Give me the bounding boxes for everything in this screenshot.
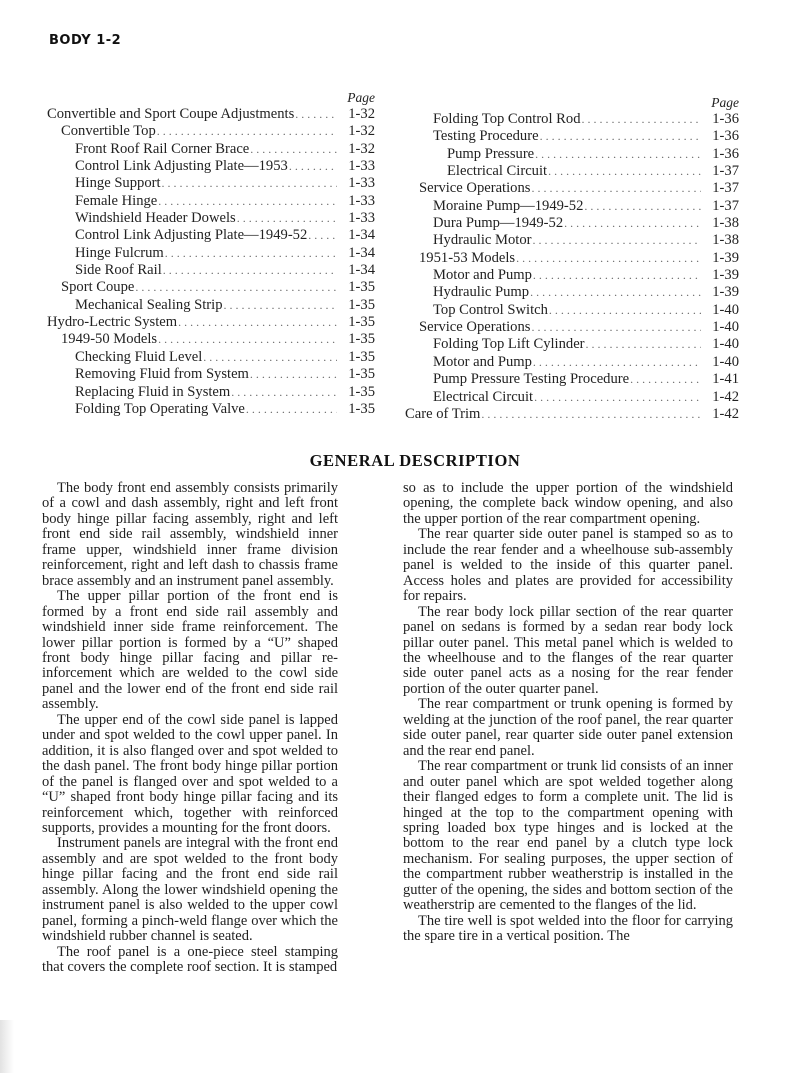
toc-entry [47,106,375,123]
toc-entry-page: 1-35 [348,400,375,417]
toc-entry [405,111,739,128]
toc-entry [47,401,375,418]
toc-entry [47,123,375,140]
toc-entry [405,354,739,371]
dot-leader [533,354,701,371]
dot-leader [481,406,701,423]
dot-leader [531,319,701,336]
toc-entry-page: 1-36 [712,111,739,127]
dot-leader [246,401,337,418]
toc-entry-title: Folding Top Lift Cylinder [433,336,585,353]
scan-edge-shadow [0,1020,14,1073]
toc-entry-page: 1-35 [348,296,375,313]
toc-entry-title: Control Link Adjusting Plate—1953 [75,158,288,175]
toc-entry-title: Front Roof Rail Corner Brace [75,140,250,157]
paragraph: The upper pillar portion of the front end is formed by a front end side rail assembly and windshield inner side frame reinforcement. The lower pillar portion is formed by a “U” shaped front body hinge pillar facing and pillar reinforcement which are welded to the cowl side panel and the lower end of the front end side rail assembly. [42,588,338,713]
dot-leader [308,227,337,244]
toc-entry-title: Motor and Pump [433,267,532,284]
toc-entry-title: Hydro-Lectric System [47,314,178,331]
toc-entry-title: Pump Pressure Testing Procedure [433,371,630,388]
toc-entry-page: 1-42 [712,388,739,405]
toc-entry [47,245,375,262]
dot-leader [250,366,337,383]
toc-entry-page: 1-39 [712,284,739,301]
toc-entry-page: 1-42 [712,405,739,422]
toc-entry-page: 1-33 [348,210,375,227]
page-header: BODY 1-2 [49,33,122,48]
toc-entry-title: Service Operations [419,180,531,197]
toc-entry [405,336,739,353]
toc-entry-title: Electrical Circuit [447,163,548,180]
paragraph: The upper end of the cowl side panel is lapped under and spot welded to the cowl upper panel. In addition, it is also flanged over and spot welded to the dash panel. The front body hinge pillar portion of the panel is flanged over and spot welded to a “U” shaped front body hinge pillar facing and its reinforcement which, together with reinforced supports, provides a mounting for the front doors. [42,711,338,836]
dot-leader [630,371,701,388]
toc-entry-title: Female Hinge [75,192,158,209]
toc-entry-page: 1-35 [348,331,375,348]
dot-leader [157,123,337,140]
toc-entry-title: Sport Coupe [61,279,135,296]
toc-entries-left [47,106,375,418]
toc-entry-title: Checking Fluid Level [75,348,203,365]
toc-entry [405,163,739,180]
dot-leader [237,210,337,227]
toc-entry-title: Hinge Fulcrum [75,244,164,261]
toc-entry-title: Electrical Circuit [433,388,534,405]
toc-entry [405,146,739,163]
dot-leader [295,106,337,123]
toc-entry-title: Convertible and Sport Coupe Adjustments [47,106,295,122]
paragraph: Instrument panels are integral with the front end assembly and are spot welded to the front body hinge pillar facing and the front end side rail assembly. Along the lower windshield opening the instrument panel is also welded to the upper cowl panel, forming a pinch-weld flange over which the windshield rubber channel is seated. [42,835,338,945]
toc-entry-page: 1-33 [348,192,375,209]
toc-entry-title: Windshield Header Dowels [75,210,236,227]
paragraph: The rear body lock pillar section of the rear quarter panel on sedans is formed by a sedan rear body lock pillar outer panel. This metal panel which is welded to the wheelhouse and to the flanges of the rear quarter side outer panel acts as a nosing for the rear fender portion of the outer quarter panel. [403,603,733,697]
toc-entry-title: Side Roof Rail [75,262,162,279]
toc-entry-page: 1-40 [712,301,739,318]
toc-entry-title: Moraine Pump—1949-52 [433,197,584,214]
toc-entry-page: 1-34 [348,227,375,244]
toc-entry-title: Hydraulic Motor [433,232,532,249]
dot-leader [564,215,701,232]
dot-leader [534,389,701,406]
page-column-label: Page [347,90,375,105]
toc-entry-page: 1-35 [348,383,375,400]
toc-entry [405,389,739,406]
toc-entry-page: 1-33 [348,175,375,192]
toc-entry [405,406,739,423]
toc-entry-title: Service Operations [419,319,531,336]
toc-entry-page: 1-41 [712,371,739,388]
toc-entry-title: Pump Pressure [447,145,535,162]
section-title: GENERAL DESCRIPTION [309,451,521,470]
toc-entry [47,158,375,175]
toc-entry-page: 1-34 [348,244,375,261]
toc-entry [47,141,375,158]
dot-leader [516,250,701,267]
toc-entry [47,193,375,210]
toc-entry-page: 1-37 [712,180,739,197]
dot-leader [224,297,337,314]
toc-entry-page: 1-35 [348,366,375,383]
toc-entry-page: 1-32 [348,140,375,157]
toc-entry-title: Top Control Switch [433,301,548,318]
toc-entry-page: 1-40 [712,336,739,353]
dot-leader [540,128,701,145]
toc-entry [47,297,375,314]
dot-leader [533,267,701,284]
page-column-label: Page [711,95,739,110]
toc-entry-title: Folding Top Operating Valve [75,400,245,417]
toc-entry-title: Folding Top Control Rod [433,111,581,127]
toc-entry-page: 1-36 [712,128,739,145]
toc-entry-title: Hydraulic Pump [433,284,530,301]
toc-entry-page: 1-40 [712,319,739,336]
toc-entry-page: 1-34 [348,262,375,279]
toc-entries-right [405,111,739,423]
dot-leader [584,198,701,215]
toc-entry-title: 1951-53 Models [419,249,516,266]
toc-entry-title: Replacing Fluid in System [75,383,231,400]
toc-entry [405,198,739,215]
toc-entry [405,267,739,284]
paragraph-continuation: so as to include the upper portion of the windshield opening, the complete back window opening, and also the upper portion of the rear compartment opening. [403,480,733,527]
dot-leader [178,314,337,331]
dot-leader [135,279,337,296]
paragraph: The rear compartment or trunk lid consists of an inner and outer panel which are spot welded together along their flanged edges to form a complete unit. The lid is hinged at the top to the compartment opening with spring loaded box type hinges and is locked at the bottom to the rear end panel by a clutch type lock mechanism. For sealing purposes, the upper section of the compartment rubber weatherstrip is installed in the gutter of the opening, the sides and bottom section of the weatherstrip are cemented to the flanges of the lid. [403,758,733,914]
body-column-left [42,481,338,976]
toc-entry-title: Testing Procedure [433,128,539,145]
toc-entry [47,314,375,331]
paragraph: The rear quarter side outer panel is stamped so as to include the rear fender and a wheelhouse sub-assembly panel is welded to the inside of this quarter panel. Access holes and plates are provided for accessibility for repairs. [403,526,733,605]
toc-entry [405,232,739,249]
toc-entry-title: Hinge Support [75,175,161,192]
paragraph: The body front end assembly consists primarily of a cowl and dash assembly, right and left front body hinge pillar facing assembly, right and left front end side rail assembly, windshield inner frame upper, windshield inner frame division reinforcement, right and left dash to chassis frame brace assembly and an instrument panel assembly. [42,480,338,589]
dot-leader [250,141,337,158]
toc-entry-page: 1-32 [348,106,375,122]
toc-entry [405,302,739,319]
toc-entry-page: 1-40 [712,353,739,370]
dot-leader [231,384,337,401]
dot-leader [165,245,337,262]
toc-entry [405,284,739,301]
dot-leader [203,349,337,366]
dot-leader [535,146,701,163]
toc-entry-page: 1-35 [348,348,375,365]
dot-leader [531,180,701,197]
toc-entry-page: 1-37 [712,163,739,180]
toc-entry [405,319,739,336]
paragraph: The tire well is spot welded into the floor for carrying the spare tire in a vertical position. The [403,912,733,945]
toc-entry-title: Convertible Top [61,123,156,140]
toc-entry [47,384,375,401]
toc-entry [47,331,375,348]
paragraph: The rear compartment or trunk opening is formed by welding at the junction of the roof panel, the rear quarter side outer panel, rear quarter side outer panel extension and the rear end panel. [403,696,733,759]
toc-entry [405,180,739,197]
toc-entry [405,215,739,232]
dot-leader [158,331,337,348]
toc-entry-page: 1-33 [348,158,375,175]
toc-entry-page: 1-36 [712,145,739,162]
toc-entry-title: Control Link Adjusting Plate—1949-52 [75,227,308,244]
toc-entry [47,175,375,192]
dot-leader [289,158,337,175]
paragraph: The roof panel is a one-piece steel stamping that covers the complete roof section. It is stamped [42,943,338,976]
toc-entry [47,279,375,296]
toc-entry [405,128,739,145]
dot-leader [163,262,337,279]
toc-entry-page: 1-32 [348,123,375,140]
table-of-contents-left [47,90,375,418]
toc-entry-page: 1-38 [712,232,739,249]
toc-entry [47,366,375,383]
dot-leader [533,232,702,249]
toc-entry-page: 1-39 [712,249,739,266]
dot-leader [158,193,337,210]
toc-entry [405,250,739,267]
toc-entry-title: Removing Fluid from System [75,366,249,383]
toc-entry-title: Motor and Pump [433,353,532,370]
toc-entry [47,210,375,227]
dot-leader [549,302,701,319]
toc-entry-page: 1-37 [712,197,739,214]
dot-leader [530,284,701,301]
toc-entry-page: 1-35 [348,279,375,296]
dot-leader [586,336,701,353]
toc-entry-page: 1-38 [712,215,739,232]
dot-leader [162,175,337,192]
toc-entry-title: Dura Pump—1949-52 [433,215,564,232]
toc-entry [47,262,375,279]
dot-leader [548,163,701,180]
toc-entry-title: 1949-50 Models [61,331,158,348]
toc-entry-page: 1-39 [712,267,739,284]
toc-entry-page: 1-35 [348,314,375,331]
dot-leader [582,111,701,128]
toc-entry [47,349,375,366]
toc-entry-title: Care of Trim [405,405,481,422]
table-of-contents-right [405,95,739,423]
toc-entry-title: Mechanical Sealing Strip [75,296,223,313]
toc-entry [47,227,375,244]
body-column-right [403,481,733,945]
toc-entry [405,371,739,388]
